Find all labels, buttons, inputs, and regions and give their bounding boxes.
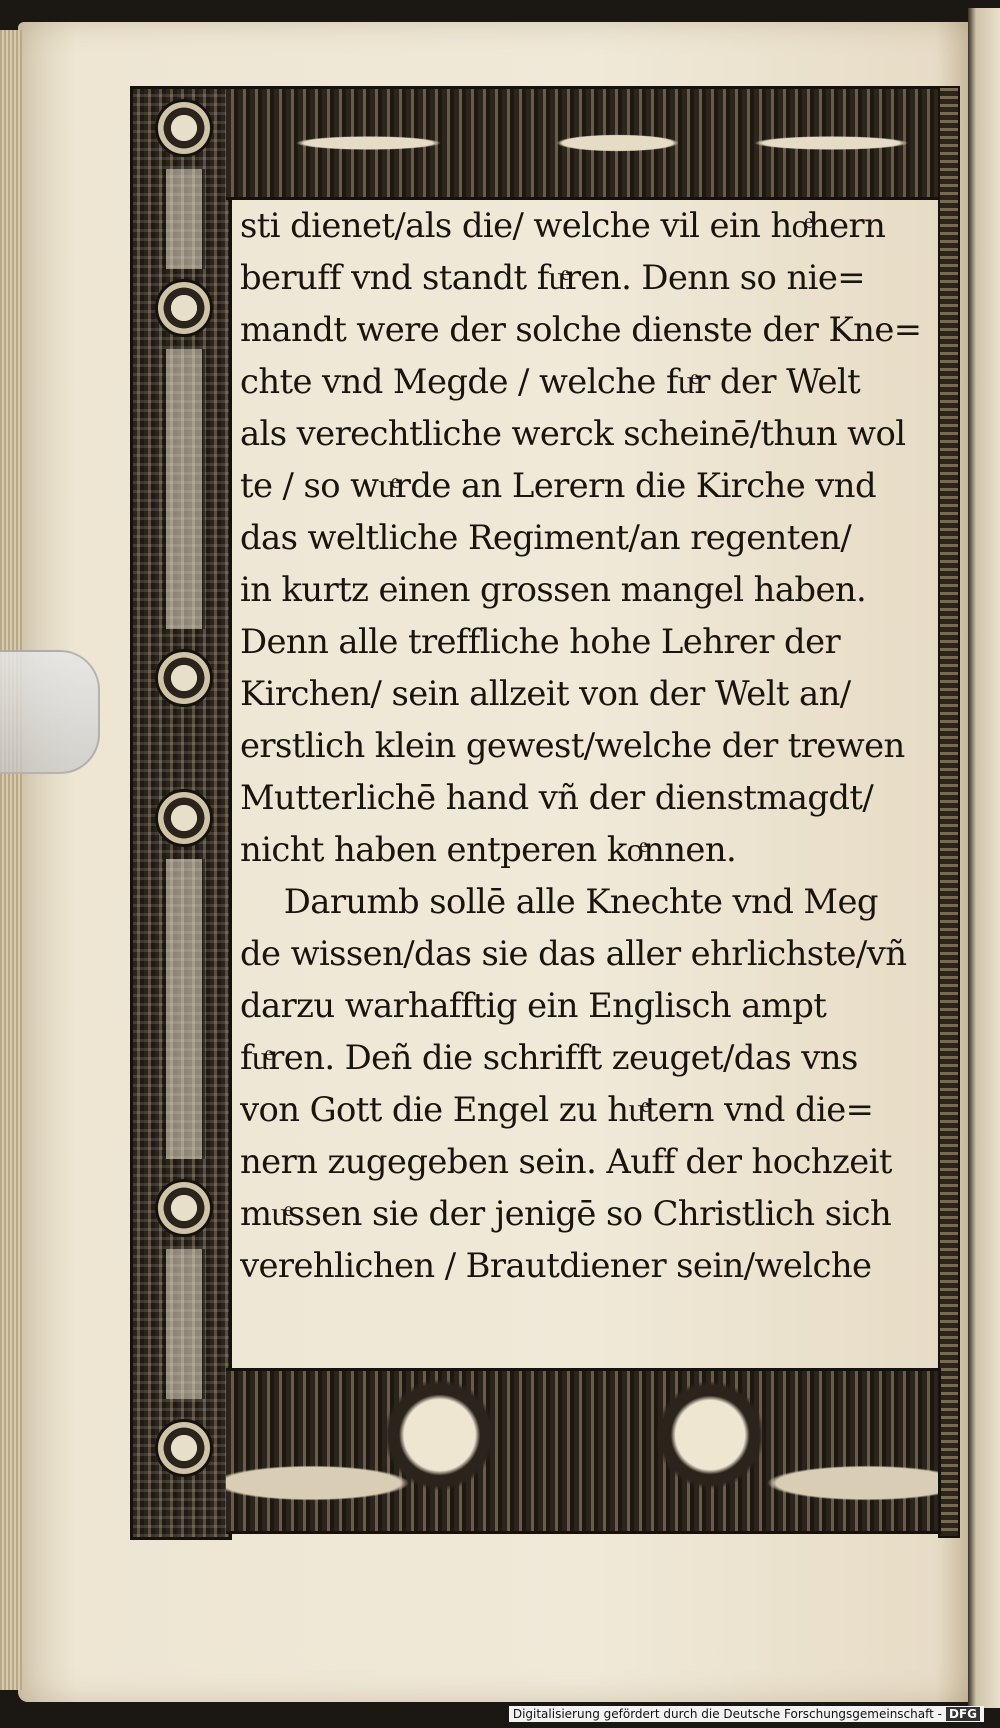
text-line: de wissen/das sie das aller ehrlichste/vñ	[240, 934, 907, 974]
column-segment	[163, 859, 205, 1159]
text-line: nern zugegeben sein. Auff der hochzeit	[240, 1142, 892, 1182]
text-line: nicht haben entperen koͤnnen.	[240, 830, 737, 870]
digitization-credit	[509, 1706, 984, 1722]
text-line: mandt were der solche dienste der Kne=	[240, 310, 922, 350]
ornament-orb	[155, 279, 213, 337]
text-line: das weltliche Regiment/an regenten/	[240, 518, 852, 558]
column-segment	[163, 169, 205, 269]
text-line: muͤssen sie der jenigē so Christlich sich	[240, 1194, 892, 1234]
ornament-orb	[155, 1179, 213, 1237]
credit-text: Digitalisierung gefördert durch die Deutsche Forschungsgemeinschaft -	[512, 1707, 942, 1721]
text-line: fuͤren. Deñ die schrifft zeuget/das vns	[240, 1038, 858, 1078]
right-page-edge	[968, 8, 1000, 1708]
text-line: beruff vnd standt fuͤren. Denn so nie=	[240, 258, 865, 298]
ornament-orb	[155, 649, 213, 707]
ornament-orb	[155, 99, 213, 157]
ornament-orb	[155, 1419, 213, 1477]
text-line: als verechtliche werck scheinē/thun wol	[240, 414, 906, 454]
top-border-vines	[226, 86, 941, 200]
fraktur-text-block	[240, 200, 940, 1290]
text-line: Denn alle treffliche hohe Lehrer der	[240, 622, 841, 662]
text-line: Kirchen/ sein allzeit von der Welt an/	[240, 674, 851, 714]
text-line: Darumb sollē alle Knechte vnd Meg	[283, 882, 878, 922]
page-clip	[0, 650, 100, 774]
text-line: verehlichen / Brautdiener sein/welche	[240, 1246, 872, 1286]
dfg-logo: DFG	[946, 1707, 980, 1721]
text-line: in kurtz einen grossen mangel haben.	[240, 570, 867, 610]
page-edges	[0, 30, 22, 1690]
text-line: darzu warhafftig ein Englisch ampt	[240, 986, 827, 1026]
text-line: chte vnd Megde / welche fuͤr der Welt	[240, 362, 861, 402]
text-line: von Gott die Engel zu huͤtern vnd die=	[240, 1090, 874, 1130]
bottom-border-cherubs	[226, 1368, 941, 1534]
text-line: Mutterlichē hand vñ der dienstmagdt/	[240, 778, 874, 818]
column-segment	[163, 349, 205, 629]
text-line: erstlich klein gewest/welche der trewen	[240, 726, 905, 766]
ornament-orb	[155, 789, 213, 847]
right-border	[938, 86, 960, 1538]
text-line: te / so wuͤrde an Lerern die Kirche vnd	[240, 466, 877, 506]
column-border	[130, 86, 232, 1540]
column-segment	[163, 1249, 205, 1399]
text-line: sti dienet/als die/ welche vil ein hoͤhern	[240, 206, 886, 246]
